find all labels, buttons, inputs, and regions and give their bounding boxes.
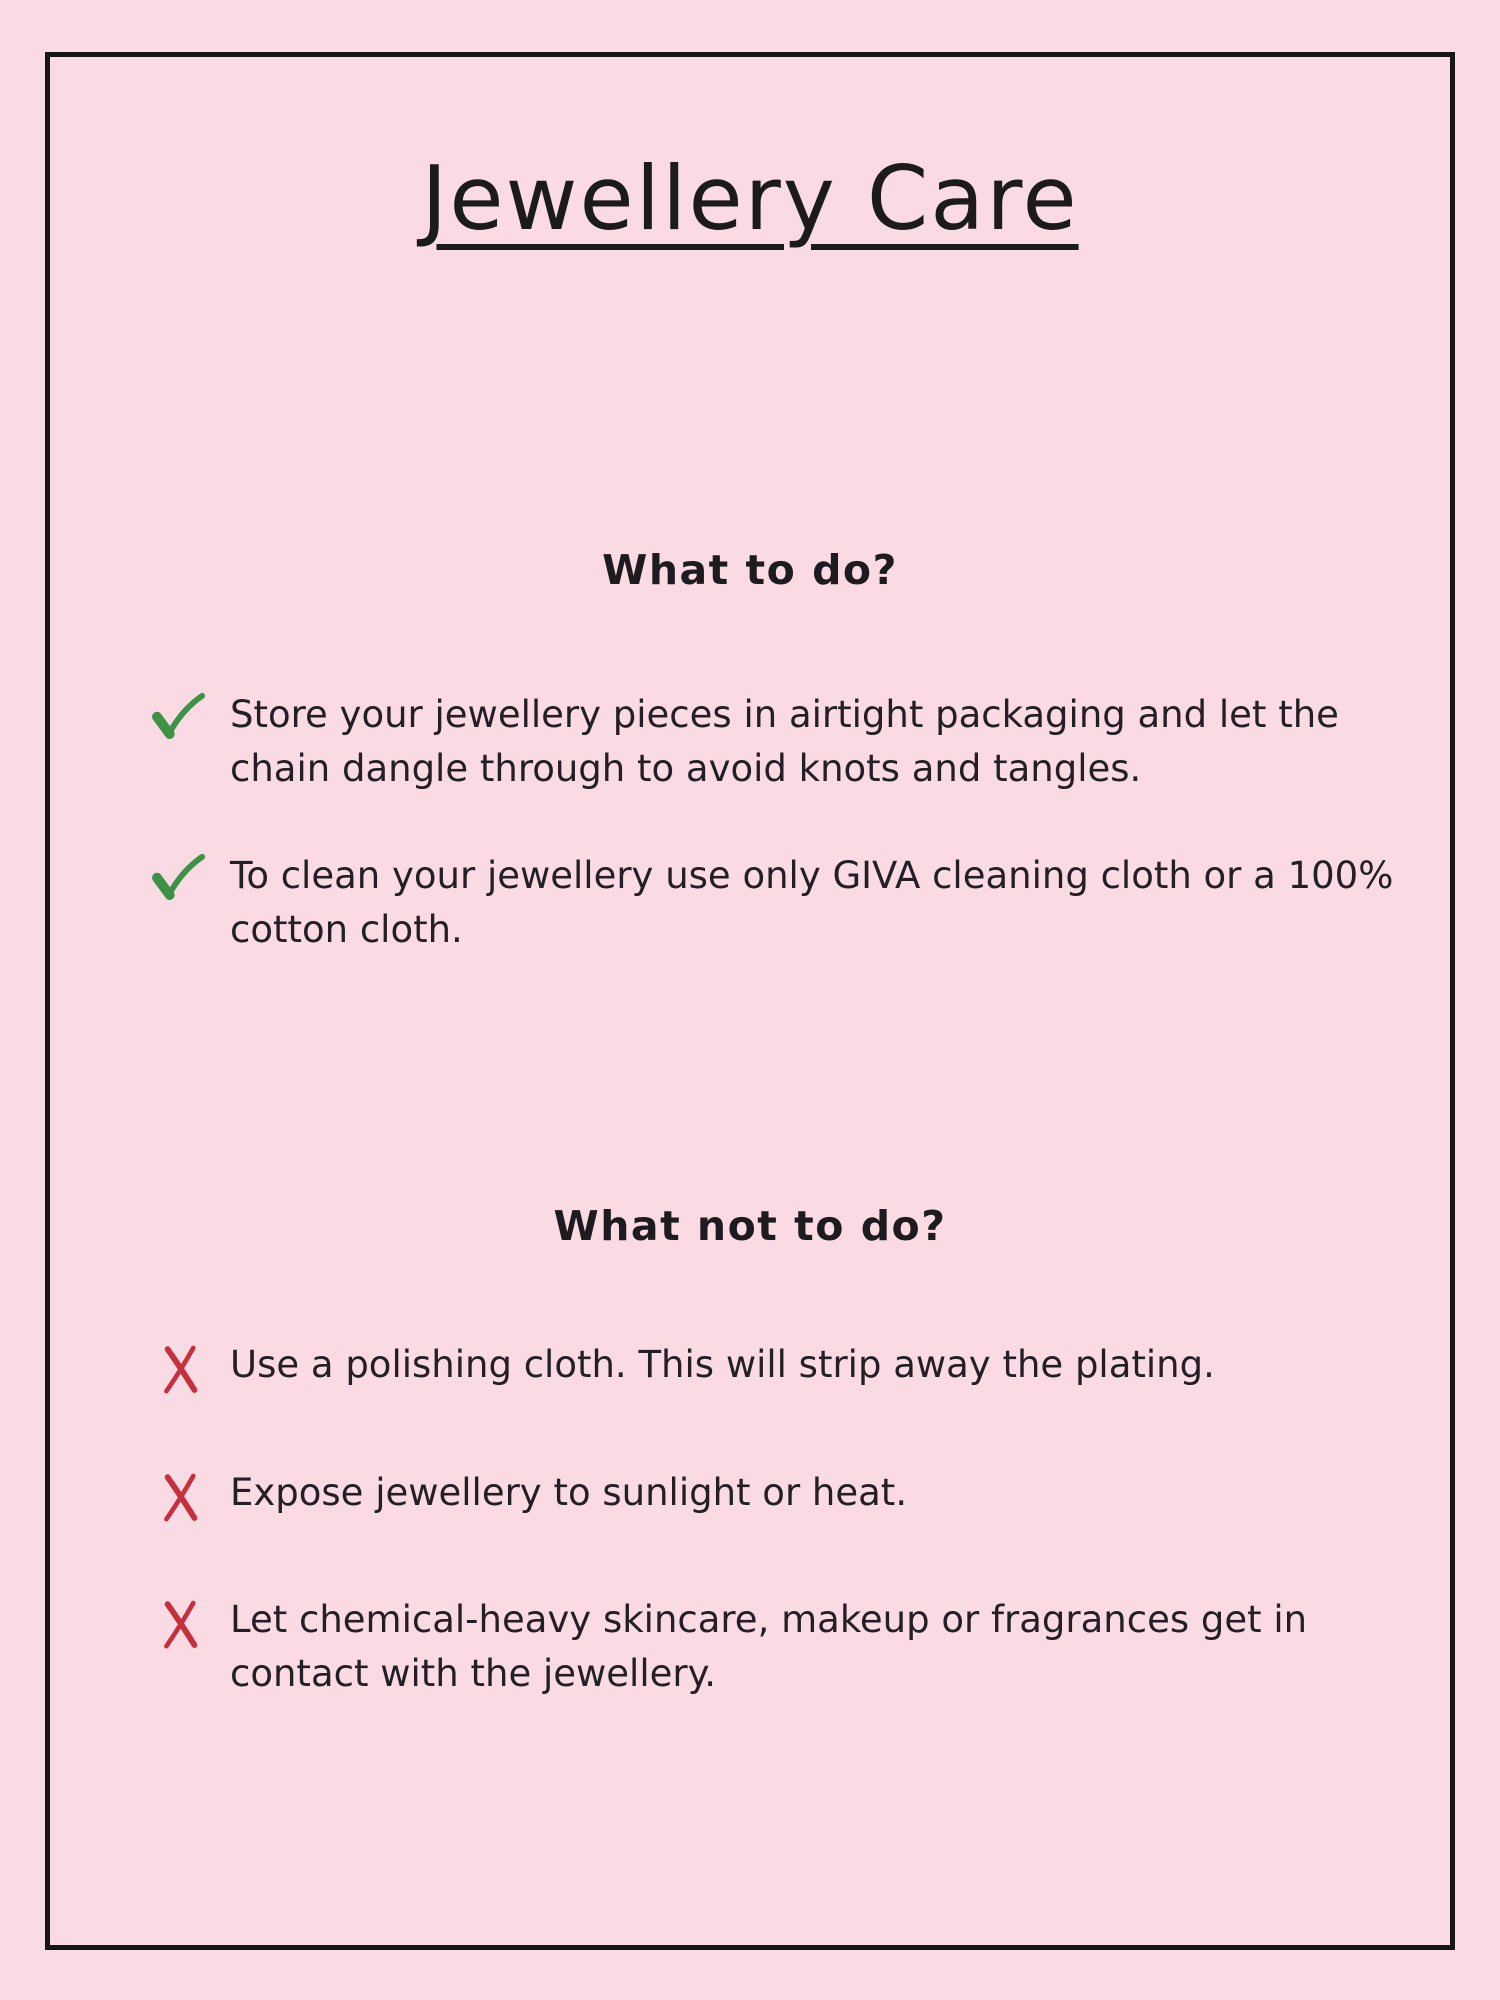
check-icon <box>150 688 230 762</box>
check-icon <box>150 849 230 923</box>
x-icon <box>150 1466 230 1540</box>
x-icon <box>150 1338 230 1412</box>
care-do-text: To clean your jewellery use only GIVA cleaning cloth or a 100% cotton cloth. <box>230 854 1394 951</box>
section-heading-what-not-to-do: What not to do? <box>553 1202 947 1251</box>
section-heading-what-to-do: What to do? <box>602 546 898 595</box>
care-dont-item <box>150 1466 1400 1540</box>
care-dont-item <box>150 1338 1400 1412</box>
care-do-item <box>150 849 1400 956</box>
do-list <box>150 688 1400 1011</box>
care-do-item <box>150 688 1400 795</box>
care-dont-text: Expose jewellery to sunlight or heat. <box>230 1470 908 1514</box>
x-icon <box>150 1593 230 1667</box>
page-title: Jewellery Care <box>421 146 1079 250</box>
care-dont-text: Let chemical-heavy skincare, makeup or fragrances get in contact with the jewellery. <box>230 1598 1308 1695</box>
dont-list <box>150 1338 1400 1755</box>
care-dont-text: Use a polishing cloth. This will strip away the plating. <box>230 1343 1215 1386</box>
care-do-text: Store your jewellery pieces in airtight packaging and let the chain dangle through to avoid knots and tangles. <box>230 693 1339 790</box>
care-dont-item <box>150 1593 1400 1700</box>
